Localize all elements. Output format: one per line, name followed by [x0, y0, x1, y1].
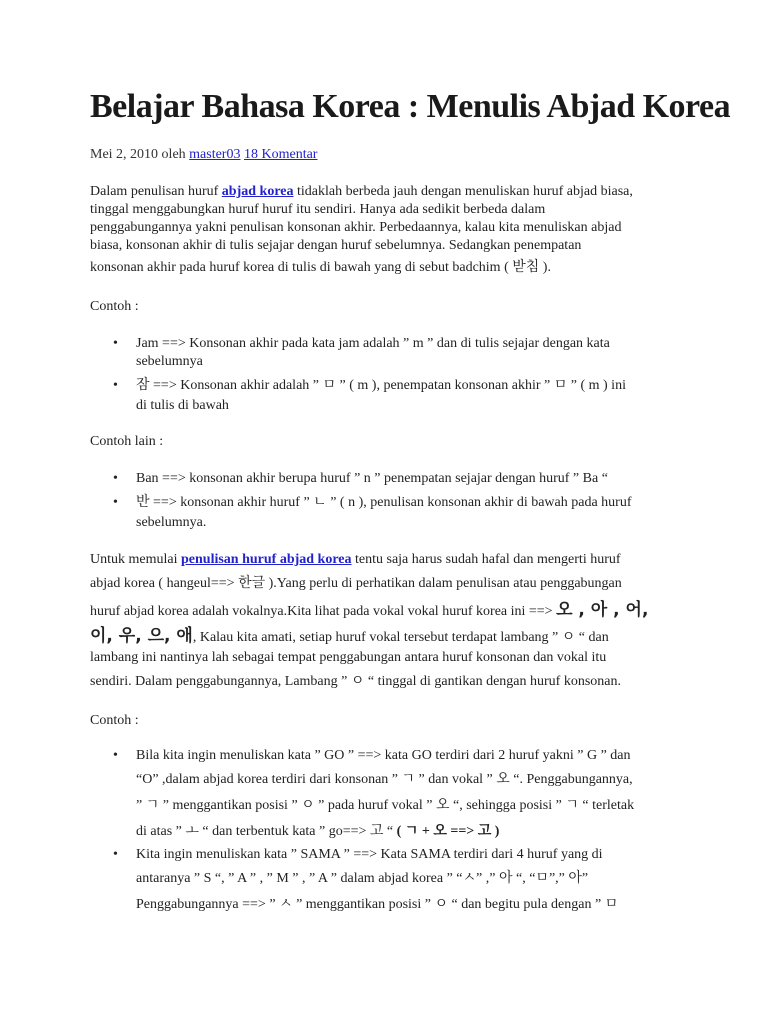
p2-line4: [90, 627, 609, 647]
post-meta: [90, 147, 317, 163]
list3-item1-line4: [136, 823, 499, 841]
list1-item2-line1: 잠 ==> Konsonan akhir adalah ” ㅁ ” ( m ), penempatan konsonan akhir ” ㅁ ” ( m ) ini: [136, 378, 626, 393]
p1-line4: biasa, konsonan akhir di tulis sejajar dengan huruf sebelumnya. Sedangkan penempatan: [90, 238, 582, 253]
list2-item2-line2: sebelumnya.: [136, 515, 207, 530]
penulisan-huruf-link[interactable]: penulisan huruf abjad korea: [181, 552, 352, 567]
bullet-icon: •: [113, 471, 118, 486]
p2-line5: lambang ini nantinya lah sebagai tempat penggabungan antara huruf konsonan dan vokal itu: [90, 650, 607, 665]
bullet-icon: •: [113, 847, 118, 862]
p1-text: tidaklah berbeda jauh dengan menuliskan huruf abjad biasa,: [293, 184, 633, 199]
comments-link[interactable]: 18 Komentar: [243, 147, 318, 162]
contoh-heading-2: Contoh lain :: [90, 434, 164, 449]
p1-line2: tinggal menggabungkan huruf huruf itu sendiri. Hanya ada sedikit berbeda dalam: [90, 202, 546, 217]
post-date: Mei 2, 2010 oleh: [90, 147, 190, 162]
p2-line2: abjad korea ( hangeul==> 한글 ).Yang perlu di perhatikan dalam penulisan atau penggabungan: [90, 576, 622, 591]
p2-text: huruf abjad korea adalah vokalnya.Kita lihat pada vokal vokal huruf korea ini ==>: [90, 604, 557, 619]
list2-item1-line1: Ban ==> konsonan akhir berupa huruf ” n ” penempatan sejajar dengan huruf ” Ba “: [136, 471, 608, 486]
p1-line5: konsonan akhir pada huruf korea di tulis di bawah yang di sebut badchim ( 받침 ).: [90, 260, 551, 275]
article-title: Belajar Bahasa Korea : Menulis Abjad Korea: [90, 88, 731, 125]
list3-item1-line3: ” ㄱ ” menggantikan posisi ” ㅇ ” pada huruf vokal ” 오 “, sehingga posisi ” ㄱ “ terletak: [136, 798, 635, 813]
bullet-icon: •: [113, 336, 118, 351]
p2-line3: [90, 601, 648, 621]
p2-line1: [90, 551, 621, 569]
vowels-bold: 이, 우, 으, 애: [90, 626, 193, 646]
p2-line6: sendiri. Dalam penggabungannya, Lambang ” ㅇ “ tinggal di gantikan dengan huruf konsonan.: [90, 674, 621, 689]
formula-bold: ( ㄱ + 오 ==> 고 ): [396, 824, 500, 839]
list1-item2-line2: di tulis di bawah: [136, 398, 229, 413]
list2-item2-line1: 반 ==> konsonan akhir huruf ” ㄴ ” ( n ), penulisan konsonan akhir di bawah pada huruf: [136, 495, 632, 510]
bullet-icon: •: [113, 495, 118, 510]
list1-item1-line1: Jam ==> Konsonan akhir pada kata jam adalah ” m ” dan di tulis sejajar dengan kata: [136, 336, 610, 351]
p2-text: tentu saja harus sudah hafal dan mengerti huruf: [351, 552, 621, 567]
p1-line3: penggabungannya yakni penulisan konsonan akhir. Perbedaannya, kalau kita menuliskan abjad: [90, 220, 622, 235]
p1-line1: [90, 183, 633, 201]
vowels-bold: 오 , 아 , 어,: [556, 600, 649, 620]
p1-text: Dalam penulisan huruf: [90, 184, 222, 199]
p2-text: , Kalau kita amati, setiap huruf vokal tersebut terdapat lambang ” ㅇ “ dan: [192, 630, 609, 645]
list3-item2-line2: antaranya ” S “, ” A ” , ” M ” , ” A ” dalam abjad korea ” “ㅅ” ,” 아 “, “ㅁ”,” 아”: [136, 871, 589, 886]
list1-item1-line2: sebelumnya: [136, 354, 203, 369]
list3-text: di atas ” ㅗ “ dan terbentuk kata ” go==> 고 “: [136, 824, 397, 839]
bullet-icon: •: [113, 748, 118, 763]
bullet-icon: •: [113, 378, 118, 393]
list3-item1-line1: Bila kita ingin menuliskan kata ” GO ” ==> kata GO terdiri dari 2 huruf yakni ” G ” dan: [136, 748, 631, 763]
list3-item2-line3: Penggabungannya ==> ” ㅅ ” menggantikan posisi ” ㅇ “ dan begitu pula dengan ” ㅁ: [136, 897, 619, 912]
p2-text: Untuk memulai: [90, 552, 181, 567]
author-link[interactable]: master03: [189, 147, 241, 162]
list3-item2-line1: Kita ingin menuliskan kata ” SAMA ” ==> Kata SAMA terdiri dari 4 huruf yang di: [136, 847, 603, 862]
contoh-heading-3: Contoh :: [90, 713, 139, 728]
contoh-heading-1: Contoh :: [90, 299, 139, 314]
abjad-korea-link[interactable]: abjad korea: [221, 184, 294, 199]
list3-item1-line2: “O” ,dalam abjad korea terdiri dari konsonan ” ㄱ ” dan vokal ” 오 “. Penggabungannya,: [136, 772, 633, 787]
